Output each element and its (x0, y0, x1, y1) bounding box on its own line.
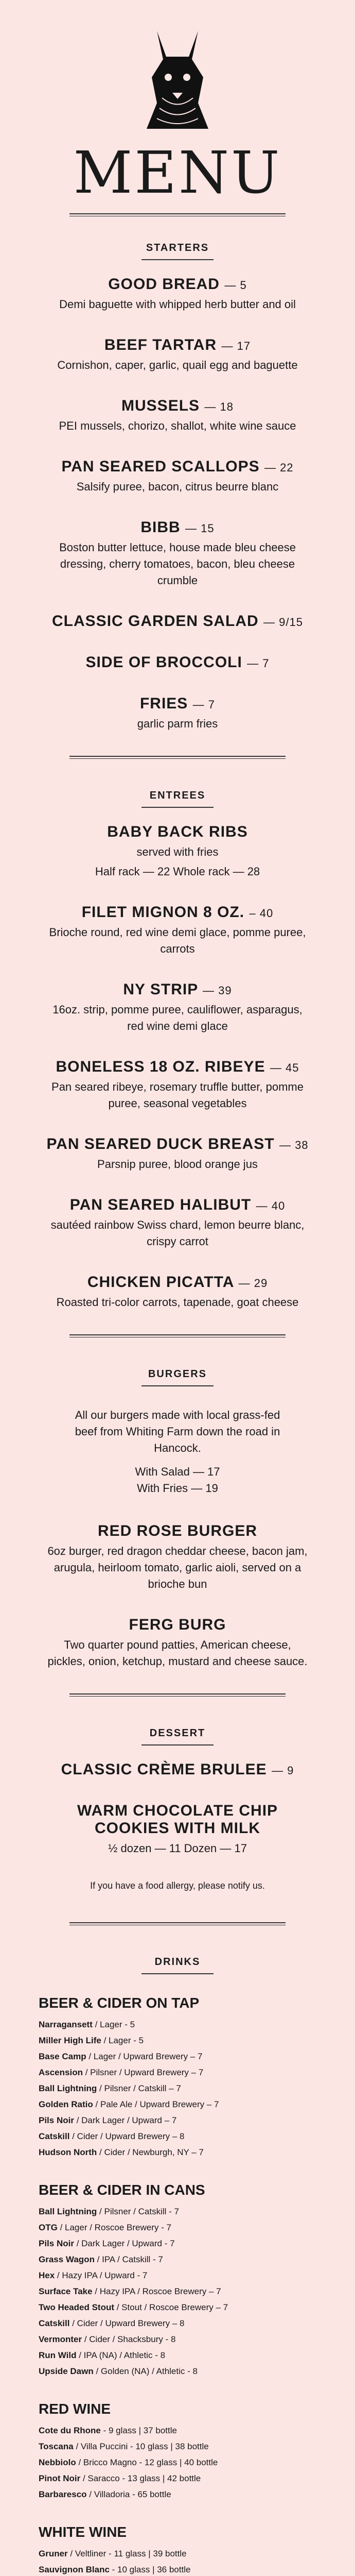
menu-item (44, 1616, 311, 1670)
item-description: Cornishon, caper, garlic, quail egg and baguette (57, 359, 298, 371)
item-name: PAN SEARED SCALLOPS (61, 458, 260, 475)
drink-detail: / Pilsner / Catskill - 7 (97, 2207, 179, 2216)
item-description: Brioche round, red wine demi glace, pomme puree, carrots (49, 926, 306, 955)
drink-group-title: BEER & CIDER ON TAP (39, 1995, 200, 2011)
item-name: FRIES (139, 695, 188, 712)
drink-line (39, 2422, 316, 2438)
starters-section (0, 242, 355, 732)
starters-heading: STARTERS (146, 242, 209, 253)
item-name-line (44, 981, 311, 998)
item-name: BONELESS 18 OZ. RIBEYE (56, 1058, 265, 1075)
item-name-line (44, 1274, 311, 1291)
menu-item (44, 654, 311, 671)
drink-group (39, 2182, 316, 2379)
item-description: PEI mussels, chorizo, shallot, white wine sauce (59, 419, 296, 432)
item-name: BIBB (140, 519, 181, 536)
item-price: — 18 (204, 400, 234, 413)
menu-page (0, 21, 355, 2576)
divider (69, 1693, 286, 1697)
menu-item (44, 613, 311, 630)
heading-underline (141, 1385, 214, 1386)
item-name-line (44, 613, 311, 630)
item-name: PAN SEARED HALIBUT (69, 1196, 252, 1213)
menu-title: MENU (73, 140, 282, 207)
item-price: — 5 (224, 279, 247, 292)
drink-detail: / Lager - 5 (101, 2036, 144, 2045)
drink-detail: / IPA (NA) / Athletic - 8 (76, 2350, 166, 2360)
menu-item (44, 1274, 311, 1311)
drink-line (39, 2112, 316, 2128)
drink-name: Narragansett (39, 2020, 93, 2029)
menu-item (44, 1058, 311, 1112)
menu-item (44, 904, 311, 957)
menu-item (44, 397, 311, 434)
drink-line (39, 2204, 316, 2219)
item-description: Salsify puree, bacon, citrus beurre blanc (76, 480, 279, 493)
menu-item (44, 276, 311, 313)
drink-name: Grass Wagon (39, 2255, 95, 2264)
drink-line (39, 2315, 316, 2331)
drink-name: Miller High Life (39, 2036, 101, 2045)
menu-item (44, 1136, 311, 1173)
heading-underline (141, 1973, 214, 1974)
item-name-line (44, 695, 311, 713)
allergy-note: If you have a food allergy, please notify us. (90, 1880, 265, 1891)
item-name-line (44, 1522, 311, 1540)
terrier-dog-logo (126, 21, 229, 139)
item-description: 16oz. strip, pomme puree, cauliflower, asparagus, red wine demi glace (52, 1003, 303, 1032)
item-price: – 40 (249, 907, 274, 920)
item-name: WARM CHOCOLATE CHIP COOKIES WITH MILK (77, 1802, 278, 1837)
drink-detail: / Stout / Roscoe Brewery – 7 (114, 2302, 228, 2312)
drink-name: Ball Lightning (39, 2207, 97, 2216)
item-name: MUSSELS (121, 397, 200, 414)
drink-name: Cote du Rhone (39, 2426, 101, 2435)
drink-detail: - 9 glass | 37 bottle (100, 2426, 177, 2435)
drink-detail: / IPA / Catskill - 7 (94, 2255, 163, 2264)
item-name: RED ROSE BURGER (97, 1522, 258, 1539)
drink-detail: / Hazy IPA / Upward - 7 (55, 2270, 148, 2280)
heading-underline (141, 259, 214, 260)
drink-detail: / Lager - 5 (92, 2020, 135, 2029)
item-name-line (44, 1058, 311, 1076)
drink-line (39, 2128, 316, 2144)
drink-name: Run Wild (39, 2350, 77, 2360)
drink-line (39, 2347, 316, 2363)
divider (69, 1922, 286, 1925)
drink-detail: / Cider / Upward Brewery – 8 (69, 2318, 185, 2328)
item-price: — 9/15 (263, 616, 303, 629)
menu-item (44, 981, 311, 1035)
drink-detail: / Bricco Magno - 12 glass | 40 bottle (76, 2458, 218, 2467)
drink-name: Hex (39, 2270, 55, 2280)
drink-detail: / Hazy IPA / Roscoe Brewery – 7 (92, 2286, 221, 2296)
drink-group-title: BEER & CIDER IN CANS (39, 2182, 205, 2198)
menu-item (44, 519, 311, 589)
drink-detail: / Cider / Newburgh, NY – 7 (97, 2147, 204, 2157)
drink-name: Vermonter (39, 2334, 82, 2344)
item-description: ½ dozen — 11 Dozen — 17 (108, 1842, 247, 1855)
item-name-line (44, 654, 311, 671)
item-name: NY STRIP (123, 981, 198, 998)
item-description: Pan seared ribeye, rosemary truffle butter, pomme puree, seasonal vegetables (51, 1080, 304, 1110)
drink-detail: / Cider / Upward Brewery – 8 (69, 2131, 185, 2141)
drink-detail: / Saracco - 13 glass | 42 bottle (80, 2473, 201, 2483)
item-name-line (44, 336, 311, 354)
menu-item (44, 1802, 311, 1857)
drink-detail: / Golden (NA) / Athletic - 8 (93, 2366, 198, 2376)
item-description: 6oz burger, red dragon cheddar cheese, bacon jam, arugula, heirloom tomato, garlic aioli, served on a brioche bun (47, 1545, 308, 1590)
drink-name: Pils Noir (39, 2115, 74, 2125)
item-price: — 38 (279, 1139, 309, 1151)
item-description: Demi baguette with whipped herb butter and oil (59, 298, 296, 311)
item-price: — 17 (221, 340, 251, 352)
item-price: — 7 (192, 698, 216, 711)
drink-name: Upside Dawn (39, 2366, 94, 2376)
menu-item (44, 458, 311, 495)
drink-name: Base Camp (39, 2052, 86, 2061)
divider (69, 213, 286, 216)
menu-item (44, 1761, 311, 1778)
drink-line (39, 2454, 316, 2470)
item-name: FERG BURG (129, 1616, 226, 1633)
item-name-line (44, 519, 311, 536)
drink-detail: / Dark Lager / Upward – 7 (74, 2115, 177, 2125)
entrees-list (0, 823, 355, 1311)
drink-group-title: WHITE WINE (39, 2524, 127, 2540)
drink-detail: / Lager / Upward Brewery – 7 (86, 2052, 203, 2061)
item-name: BABY BACK RIBS (107, 823, 248, 840)
item-price: — 15 (185, 522, 215, 535)
menu-item (44, 1522, 311, 1592)
drink-name: Barbaresco (39, 2489, 87, 2499)
item-price: — 45 (270, 1061, 299, 1074)
item-price: — 39 (203, 984, 232, 997)
item-price: — 40 (256, 1199, 286, 1212)
item-name-line (44, 1761, 311, 1778)
drink-detail: - 10 glass | 36 bottle (109, 2565, 191, 2574)
item-name: PAN SEARED DUCK BREAST (46, 1136, 275, 1153)
heading-underline (141, 1744, 214, 1745)
drink-line (39, 2144, 316, 2160)
entrees-heading: ENTREES (149, 790, 206, 801)
item-name-line (44, 1616, 311, 1634)
drinks-list (0, 1995, 355, 2576)
drink-name: Sauvignon Blanc (39, 2565, 110, 2574)
item-description: Boston butter lettuce, house made bleu cheese dressing, cherry tomatoes, bacon, bleu cheese crumble (59, 541, 296, 587)
drink-detail: / Villa Puccini - 10 glass | 38 bottle (73, 2442, 209, 2451)
drink-line (39, 2251, 316, 2267)
item-price: — 9 (272, 1764, 294, 1777)
divider (69, 1334, 286, 1337)
menu-item (44, 1196, 311, 1250)
drink-detail: / Dark Lager / Upward - 7 (74, 2239, 175, 2248)
item-name-line (44, 823, 311, 841)
drink-name: Catskill (39, 2318, 70, 2328)
item-name: CHICKEN PICATTA (87, 1274, 234, 1291)
burgers-heading: BURGERS (148, 1368, 207, 1380)
drink-detail: / Veltliner - 11 glass | 39 bottle (67, 2549, 187, 2558)
drink-detail: / Pale Ale / Upward Brewery – 7 (93, 2099, 219, 2109)
drinks-heading: DRINKS (154, 1956, 201, 1968)
burgers-intro (64, 1407, 291, 1497)
drink-detail: / Lager / Roscoe Brewery - 7 (57, 2223, 171, 2232)
burgers-with-fries: With Fries — 19 (137, 1482, 218, 1495)
drink-line (39, 2283, 316, 2299)
entrees-section (0, 790, 355, 1311)
drink-line (39, 2219, 316, 2235)
drink-line (39, 2267, 316, 2283)
dessert-section (0, 1727, 355, 1891)
menu-item (44, 695, 311, 732)
item-description: served with fries (136, 845, 219, 858)
drink-name: Surface Take (39, 2286, 93, 2296)
drink-detail: / Pilsner / Upward Brewery – 7 (82, 2067, 204, 2077)
drink-group (39, 1995, 316, 2160)
drink-name: Pinot Noir (39, 2473, 81, 2483)
item-name: CLASSIC CRÈME BRULEE (61, 1761, 267, 1778)
drink-detail: / Pilsner / Catskill – 7 (97, 2083, 181, 2093)
drink-name: Nebbiolo (39, 2458, 76, 2467)
item-name: CLASSIC GARDEN SALAD (52, 613, 259, 630)
item-name-line (44, 1802, 311, 1837)
dessert-list (0, 1761, 355, 1857)
drink-detail: / Cider / Shacksbury - 8 (82, 2334, 176, 2344)
burgers-list (0, 1522, 355, 1670)
item-description: Parsnip puree, blood orange jus (97, 1158, 258, 1171)
starters-list (0, 276, 355, 732)
drink-line (39, 2096, 316, 2112)
drinks-section (0, 1956, 355, 2576)
drink-name: Ascension (39, 2067, 83, 2077)
drink-line (39, 2032, 316, 2048)
drink-name: OTG (39, 2223, 58, 2232)
drink-group-title: RED WINE (39, 2401, 111, 2417)
item-description: Roasted tri-color carrots, tapenade, goat cheese (56, 1296, 299, 1309)
item-name-line (44, 458, 311, 476)
drink-line (39, 2235, 316, 2251)
drink-line (39, 2331, 316, 2347)
dessert-heading: DESSERT (149, 1727, 206, 1739)
burgers-with-salad: With Salad — 17 (135, 1465, 220, 1478)
menu-item (44, 823, 311, 880)
item-price: — 29 (238, 1277, 268, 1290)
drink-name: Gruner (39, 2549, 68, 2558)
drink-line (39, 2016, 316, 2032)
item-name-line (44, 276, 311, 293)
item-price: — 7 (247, 657, 270, 670)
item-price: — 22 (264, 461, 294, 474)
drink-name: Pils Noir (39, 2239, 74, 2248)
item-name-line (44, 1196, 311, 1214)
drink-name: Two Headed Stout (39, 2302, 115, 2312)
drink-name: Hudson North (39, 2147, 97, 2157)
drink-line (39, 2064, 316, 2080)
drink-name: Golden Ratio (39, 2099, 93, 2109)
item-name: GOOD BREAD (108, 276, 220, 293)
drink-group (39, 2524, 316, 2576)
menu-item (44, 336, 311, 374)
divider (69, 756, 286, 759)
drink-line (39, 2470, 316, 2486)
item-name-line (44, 1136, 311, 1153)
burgers-section (0, 1368, 355, 1670)
drink-detail: / Villadoria - 65 bottle (86, 2489, 171, 2499)
item-name: FILET MIGNON 8 OZ. (81, 904, 245, 921)
burgers-intro-text: All our burgers made with local grass-fed beef from Whiting Farm down the road in Hancock. (75, 1409, 280, 1454)
item-name-line (44, 397, 311, 415)
item-name: BEEF TARTAR (104, 336, 217, 353)
drink-line (39, 2363, 316, 2379)
item-name: SIDE OF BROCCOLI (85, 654, 242, 671)
drink-group (39, 2401, 316, 2502)
heading-underline (141, 807, 214, 808)
drink-line (39, 2486, 316, 2502)
drink-name: Ball Lightning (39, 2083, 97, 2093)
drink-line (39, 2562, 316, 2576)
drink-line (39, 2299, 316, 2315)
drink-line (39, 2438, 316, 2454)
drink-line (39, 2048, 316, 2064)
drink-line (39, 2080, 316, 2096)
drink-name: Catskill (39, 2131, 70, 2141)
item-description: garlic parm fries (137, 717, 218, 730)
drink-line (39, 2546, 316, 2562)
drink-name: Toscana (39, 2442, 74, 2451)
item-description: sautéed rainbow Swiss chard, lemon beurre blanc, crispy carrot (50, 1218, 305, 1248)
item-description: Two quarter pound patties, American cheese, pickles, onion, ketchup, mustard and cheese sauce. (47, 1638, 308, 1668)
item-name-line (44, 904, 311, 921)
item-price-options: Half rack — 22 Whole rack — 28 (95, 865, 260, 878)
